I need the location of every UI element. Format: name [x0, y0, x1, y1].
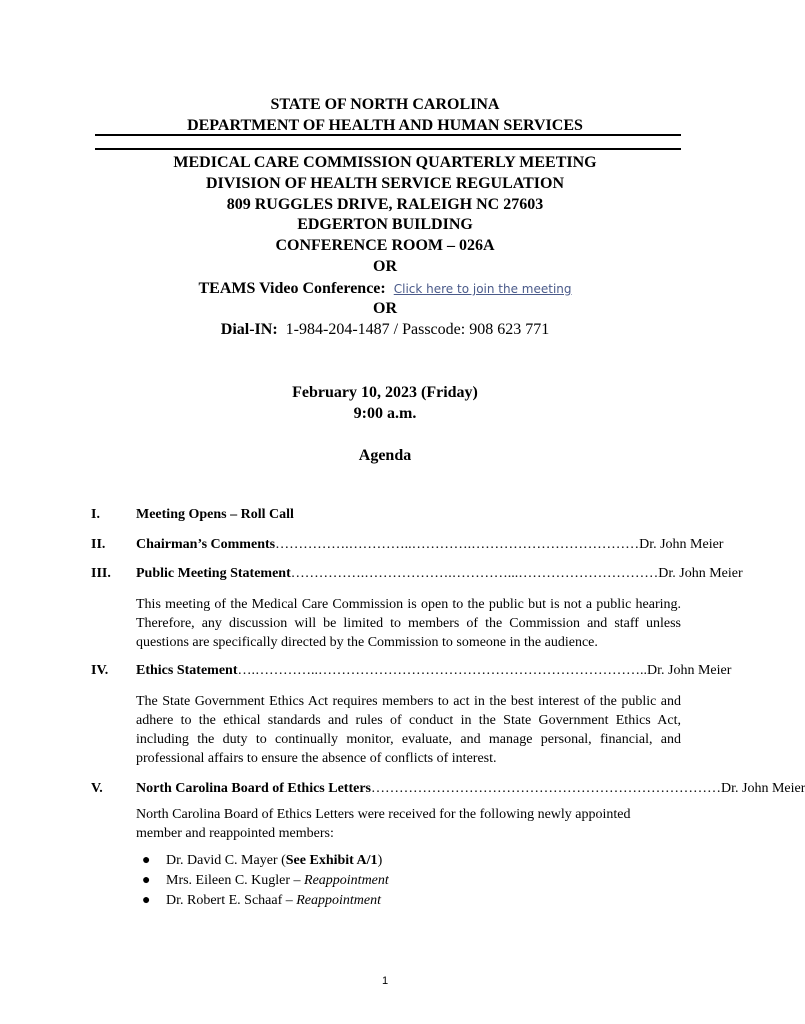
exhibit-reference: See Exhibit A/1 [285, 853, 378, 868]
meeting-date: February 10, 2023 (Friday) [292, 384, 478, 401]
room-line: CONFERENCE ROOM – 026A [275, 237, 495, 254]
agenda-item-presenter: Dr. John Meier [647, 663, 732, 678]
teams-label: TEAMS Video Conference: [198, 280, 386, 297]
agenda-item-presenter: Dr. John Meier [721, 781, 805, 796]
agenda-item-number: III. [91, 566, 111, 581]
bullet-icon: ● [142, 893, 151, 908]
bullet-icon: ● [142, 853, 151, 868]
header-rule-top [95, 134, 681, 136]
agenda-item-presenter: Dr. John Meier [658, 566, 743, 581]
dot-leader: …………….……………….…………...………………………… [290, 566, 659, 581]
agenda-item-title: North Carolina Board of Ethics Letters [136, 781, 371, 796]
dot-leader: …………….…………..………….……………………………… [275, 537, 640, 552]
agenda-item-title: Public Meeting Statement [136, 566, 291, 581]
address-line: 809 RUGGLES DRIVE, RALEIGH NC 27603 [226, 196, 544, 213]
agenda-item-presenter: Dr. John Meier [639, 537, 724, 552]
ethics-statement-description: The State Government Ethics Act requires members to act in the best interest of the public and adhere to the ethical standards and rules of conduct in the State Government Ethics Act, including the duty to continually monitor, evaluate, and manage personal, financial, and professional affairs to ensure the absence of conflicts of interest. [136, 694, 681, 766]
agenda-item-title: Meeting Opens – Roll Call [136, 507, 294, 522]
public-meeting-description: This meeting of the Medical Care Commission is open to the public but is not a public hearing. Therefore, any discussion will be limited to members of the Commission and staff unless questions are specifically directed by the Commission to someone in the audience. [136, 597, 681, 650]
dialin-label: Dial-IN: [220, 321, 278, 338]
appointment-status: Reappointment [304, 873, 389, 888]
dialin-value: 1-984-204-1487 / Passcode: 908 623 771 [285, 321, 550, 338]
agenda-item-number: II. [91, 537, 106, 552]
or-line-2: OR [373, 300, 397, 317]
department-heading: DEPARTMENT OF HEALTH AND HUMAN SERVICES [187, 117, 583, 134]
agenda-item-number: V. [91, 781, 103, 796]
page-number: 1 [381, 975, 389, 987]
teams-line [0, 278, 770, 300]
bullet-icon: ● [142, 873, 151, 888]
ethics-letters-description: North Carolina Board of Ethics Letters were received for the following newly appointed member and reappointed members: [136, 807, 631, 841]
header-rule-bottom [95, 148, 681, 150]
teams-join-link[interactable]: Click here to join the meeting [393, 282, 572, 296]
list-item: ● Dr. David C. Mayer (See Exhibit A/1) [136, 851, 681, 871]
building-line: EDGERTON BUILDING [297, 216, 473, 233]
agenda-item-title: Chairman’s Comments [136, 537, 276, 552]
agenda-item-number: IV. [91, 663, 109, 678]
agenda-heading: Agenda [358, 447, 412, 464]
or-line-1: OR [373, 258, 397, 275]
dot-leader: ….…………..…………………………………………………………….. [237, 663, 647, 678]
agenda-item-number: I. [91, 507, 100, 522]
agenda-item-title: Ethics Statement [136, 663, 238, 678]
dialin-line [0, 319, 770, 340]
state-heading: STATE OF NORTH CAROLINA [270, 96, 500, 113]
dot-leader: ………………………………………………………………… [371, 781, 721, 796]
meeting-title: MEDICAL CARE COMMISSION QUARTERLY MEETING [173, 154, 597, 171]
appointee-list [136, 851, 681, 911]
meeting-time: 9:00 a.m. [353, 405, 417, 422]
list-item: ● Mrs. Eileen C. Kugler – Reappointment [136, 871, 681, 891]
appointment-status: Reappointment [296, 893, 382, 908]
division-line: DIVISION OF HEALTH SERVICE REGULATION [205, 175, 565, 192]
list-item: ● Dr. Robert E. Schaaf – Reappointment [136, 891, 681, 911]
